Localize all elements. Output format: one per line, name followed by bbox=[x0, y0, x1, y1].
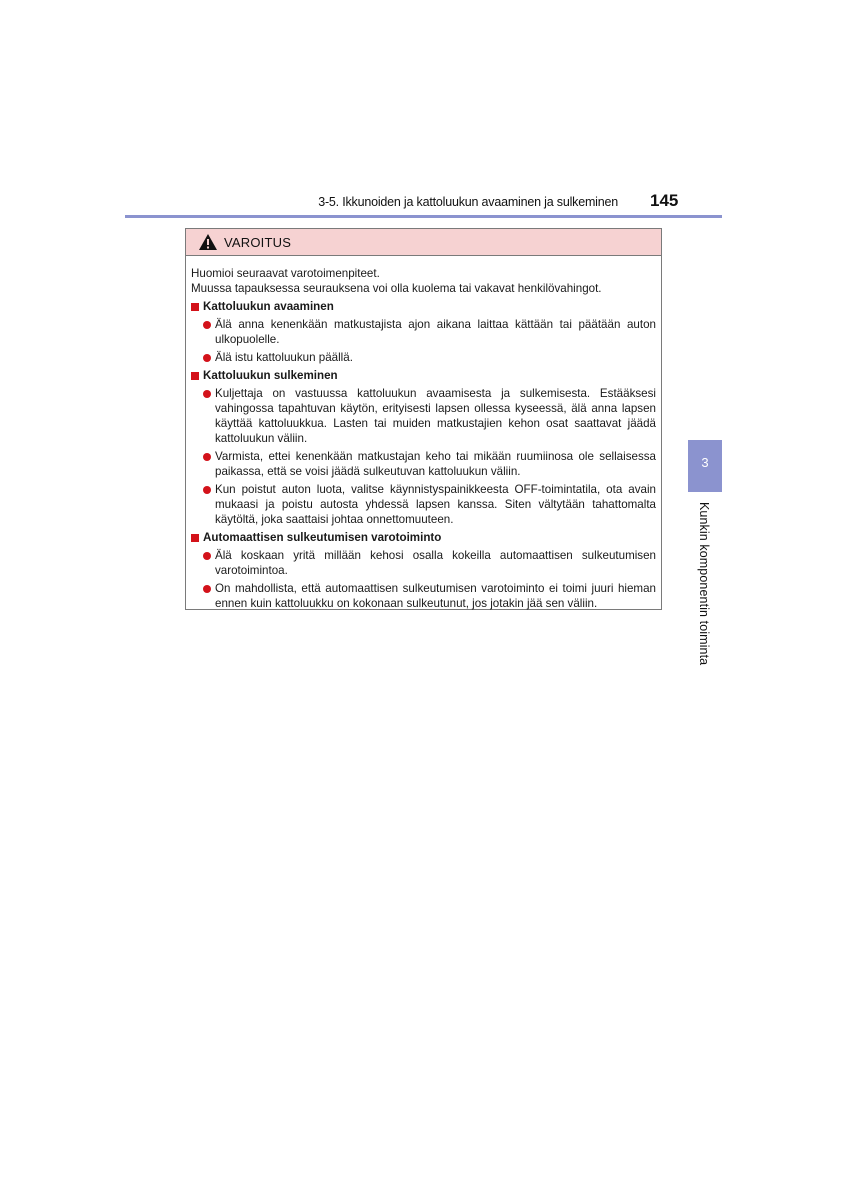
bullet-item bbox=[191, 482, 656, 527]
section-heading bbox=[191, 530, 656, 545]
warning-triangle-icon bbox=[198, 233, 218, 251]
red-dot-icon bbox=[203, 552, 211, 560]
header-divider bbox=[125, 215, 722, 218]
bullet-item bbox=[191, 548, 656, 578]
intro-line: Muussa tapauksessa seurauksena voi olla kuolema tai vakavat henkilövahingot. bbox=[191, 282, 602, 295]
bullet-text: Älä koskaan yritä millään kehosi osalla kokeilla automaattisen sulkeutumisen varotoimintoa. bbox=[215, 549, 656, 577]
section-heading-text: Kattoluukun avaaminen bbox=[203, 300, 334, 313]
red-square-icon bbox=[191, 372, 199, 380]
red-square-icon bbox=[191, 303, 199, 311]
warning-box bbox=[185, 228, 662, 610]
intro-line: Huomioi seuraavat varotoimenpiteet. bbox=[191, 267, 380, 280]
red-dot-icon bbox=[203, 354, 211, 362]
section-title: 3-5. Ikkunoiden ja kattoluukun avaaminen ja sulkeminen bbox=[318, 195, 618, 209]
bullet-text: On mahdollista, että automaattisen sulkeutumisen varotoiminto ei toimi juuri hieman ennen kuin kattoluukku on kokonaan sulkeutunut, jos jotakin jää sen väliin. bbox=[215, 582, 656, 610]
bullet-text: Älä anna kenenkään matkustajista ajon aikana laittaa kättään tai päätään auton ulkopuolelle. bbox=[215, 318, 656, 346]
warning-body bbox=[186, 256, 661, 611]
warning-title: VAROITUS bbox=[224, 234, 292, 250]
bullet-text: Kun poistut auton luota, valitse käynnistyspainikkeesta OFF-toimintatila, ota avain mukaasi ja poistu autosta yhdessä lapsen kanssa. Siten vältytään tahattomalta käytöltä, joka saattaisi johtaa onnettomuuteen. bbox=[215, 483, 656, 526]
red-square-icon bbox=[191, 534, 199, 542]
red-dot-icon bbox=[203, 453, 211, 461]
chapter-title: Kunkin komponentin toiminta bbox=[697, 502, 711, 666]
bullet-text: Älä istu kattoluukun päällä. bbox=[215, 351, 353, 364]
chapter-number: 3 bbox=[701, 455, 709, 470]
section-heading-text: Automaattisen sulkeutumisen varotoiminto bbox=[203, 531, 442, 544]
bullet-item bbox=[191, 386, 656, 446]
section-heading bbox=[191, 368, 656, 383]
section-heading bbox=[191, 299, 656, 314]
bullet-item bbox=[191, 581, 656, 611]
red-dot-icon bbox=[203, 390, 211, 398]
red-dot-icon bbox=[203, 585, 211, 593]
bullet-item bbox=[191, 449, 656, 479]
bullet-item bbox=[191, 317, 656, 347]
red-dot-icon bbox=[203, 321, 211, 329]
bullet-item bbox=[191, 350, 656, 365]
page-number: 145 bbox=[650, 191, 679, 210]
chapter-tab bbox=[688, 440, 722, 492]
section-heading-text: Kattoluukun sulkeminen bbox=[203, 369, 338, 382]
red-dot-icon bbox=[203, 486, 211, 494]
bullet-text: Kuljettaja on vastuussa kattoluukun avaamisesta ja sulkemisesta. Estääksesi vahingossa tapahtuvan käytön, erityisesti lapsen ollessa kyseessä, älä anna lapsen käyttää kattoluukkua. Lasten tai muiden matkustajien kehon osat saattavat jäädä kattoluukun väliin. bbox=[215, 387, 656, 445]
bullet-text: Varmista, ettei kenenkään matkustajan keho tai mikään ruumiinosa ole sellaisessa paikassa, että se voisi jäädä sulkeutuvan kattoluukun väliin. bbox=[215, 450, 656, 478]
warning-header bbox=[186, 229, 661, 256]
